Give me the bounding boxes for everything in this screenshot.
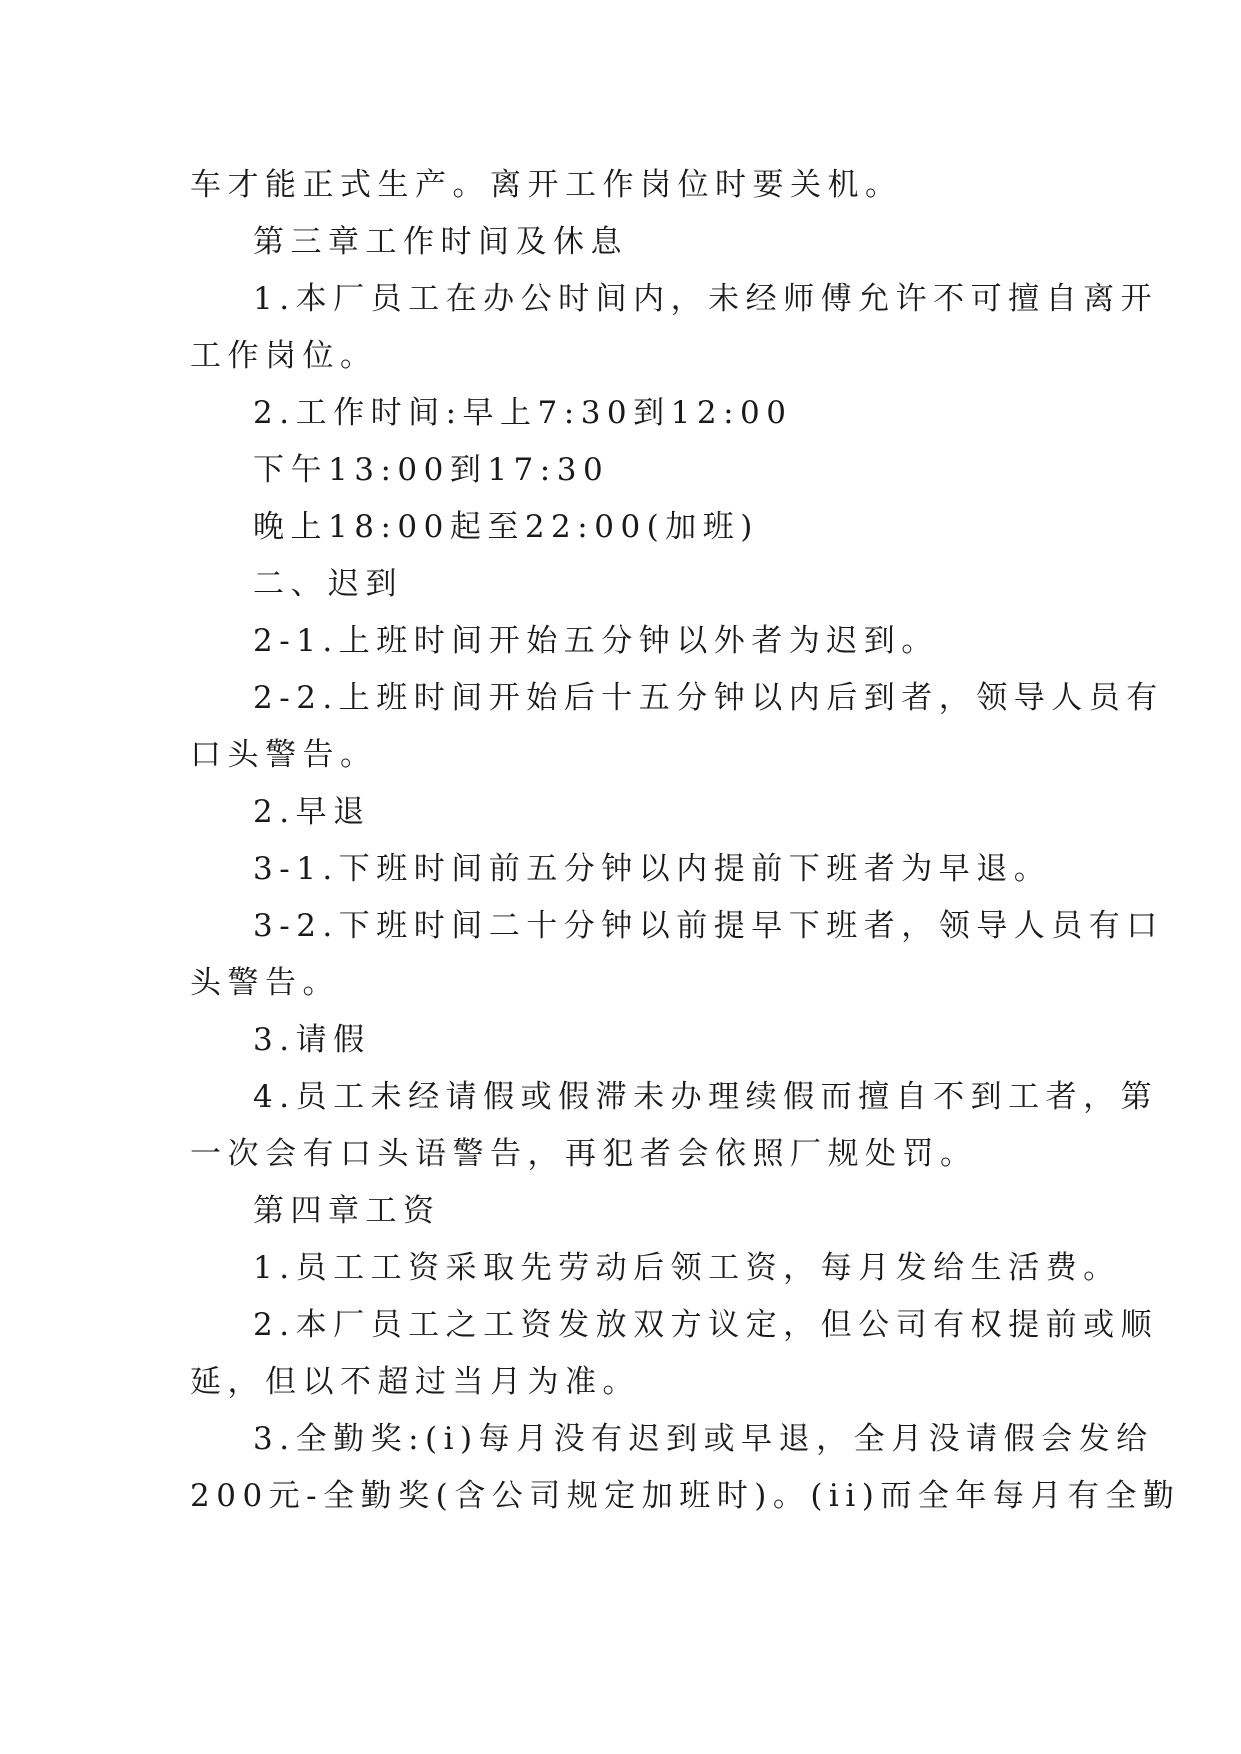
paragraph-line: 车才能正式生产。离开工作岗位时要关机。	[190, 167, 903, 203]
paragraph-line: 2.工作时间:早上7:30到12:00	[253, 395, 793, 431]
paragraph-line: 延，但以不超过当月为准。	[190, 1364, 640, 1400]
paragraph-line: 1.本厂员工在办公时间内，未经师傅允许不可擅自离开	[253, 281, 1159, 317]
section-heading: 2.早退	[253, 794, 371, 830]
paragraph-line: 一次会有口头语警告，再犯者会依照厂规处罚。	[190, 1136, 978, 1172]
chapter-heading: 第四章工资	[253, 1193, 441, 1229]
paragraph-line: 200元-全勤奖(含公司规定加班时)。(ii)而全年每月有全勤	[190, 1478, 1181, 1514]
paragraph-line: 下午13:00到17:30	[253, 452, 610, 488]
paragraph-line: 4.员工未经请假或假滞未办理续假而擅自不到工者，第	[253, 1079, 1159, 1115]
paragraph-line: 口头警告。	[190, 737, 378, 773]
paragraph-line: 工作岗位。	[190, 338, 378, 374]
paragraph-line: 1.员工工资采取先劳动后领工资，每月发给生活费。	[253, 1250, 1121, 1286]
paragraph-line: 2-2.上班时间开始后十五分钟以内后到者，领导人员有	[253, 680, 1164, 716]
paragraph-line: 头警告。	[190, 965, 340, 1001]
section-heading: 二、迟到	[253, 566, 403, 602]
paragraph-line: 2.本厂员工之工资发放双方议定，但公司有权提前或顺	[253, 1307, 1159, 1343]
paragraph-line: 3-2.下班时间二十分钟以前提早下班者，领导人员有口	[253, 908, 1164, 944]
paragraph-line: 2-1.上班时间开始五分钟以外者为迟到。	[253, 623, 939, 659]
paragraph-line: 晚上18:00起至22:00(加班)	[253, 509, 759, 545]
paragraph-line: 3.全勤奖:(i)每月没有迟到或早退，全月没请假会发给	[253, 1421, 1154, 1457]
paragraph-line: 3-1.下班时间前五分钟以内提前下班者为早退。	[253, 851, 1052, 887]
chapter-heading: 第三章工作时间及休息	[253, 224, 628, 260]
section-heading: 3.请假	[253, 1022, 371, 1058]
